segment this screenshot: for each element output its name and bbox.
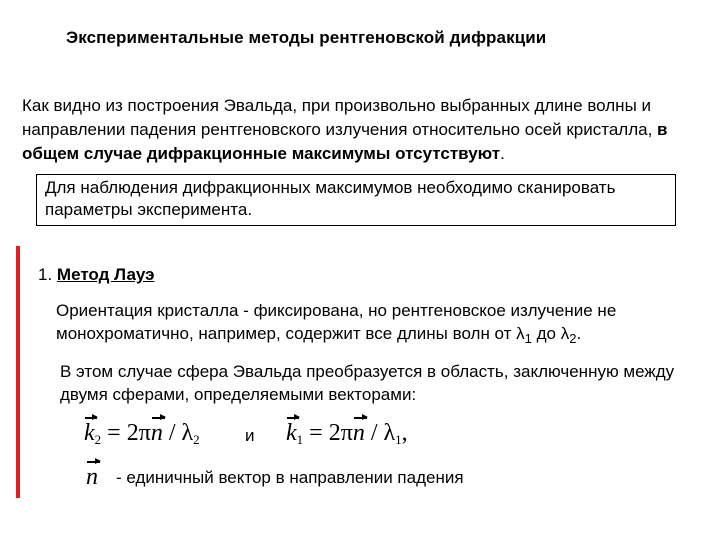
- page-title: Экспериментальные методы рентгеновской дифракции: [66, 28, 547, 47]
- n-unit-vector: [86, 464, 98, 491]
- intro-bold-text: в общем случае дифракционные максимумы отсутствуют: [22, 120, 668, 163]
- lambda-sub-1: 1: [395, 432, 402, 447]
- laue-number: 1.: [38, 265, 53, 284]
- laue-p1-end: .: [576, 324, 582, 343]
- lambda-sub-2: 2: [193, 432, 200, 447]
- k1-rhs: = 2π: [303, 420, 353, 446]
- k2-vector: k: [84, 420, 95, 446]
- laue-paragraph-2: В этом случае сфера Эвальда преобразуется в область, заключенную между двумя сферами, определяемыми векторами:: [60, 362, 675, 404]
- lambda1-symbol: λ: [516, 324, 525, 343]
- lambda2-sub: 2: [569, 331, 577, 346]
- intro-end: .: [500, 144, 505, 163]
- to-word: до: [531, 324, 561, 343]
- laue-p1-text: Ориентация кристалла - фиксирована, но рентгеновское излучение не монохроматично, например, содержит все длины волн от: [56, 301, 617, 343]
- section-accent-bar: [16, 246, 20, 498]
- n-symbol: n: [86, 464, 98, 490]
- k2-rhs: = 2π: [101, 420, 151, 446]
- k1-vector: k: [286, 420, 297, 446]
- formula-k2: [84, 420, 200, 448]
- intro-text: Как видно из построения Эвальда, при произвольно выбранных длине волны и направлении падения рентгеновского излучения относительно осей кристалла,: [22, 96, 658, 139]
- n-vector-1: n: [150, 420, 163, 446]
- intro-paragraph: [22, 94, 702, 166]
- k1-sub: 1: [296, 432, 304, 447]
- laue-title: Метод Лауэ: [56, 265, 155, 284]
- conjunction: и: [245, 426, 255, 445]
- highlight-box: Для наблюдения дифракционных максимумов необходимо сканировать параметры эксперимента.: [36, 174, 676, 226]
- laue-paragraph-1: [56, 299, 696, 350]
- n-vector-2: n: [352, 420, 365, 446]
- laue-heading: [38, 265, 155, 285]
- n-description: - единичный вектор в направлении падения: [116, 468, 464, 487]
- formula-k1: [286, 420, 408, 448]
- k2-sub: 2: [94, 432, 102, 447]
- lambda2-symbol: λ: [560, 324, 570, 343]
- k1-slash: / λ: [364, 420, 396, 446]
- k2-slash: / λ: [162, 420, 194, 446]
- k1-tail: ,: [401, 420, 408, 446]
- lambda1-sub: 1: [524, 331, 532, 346]
